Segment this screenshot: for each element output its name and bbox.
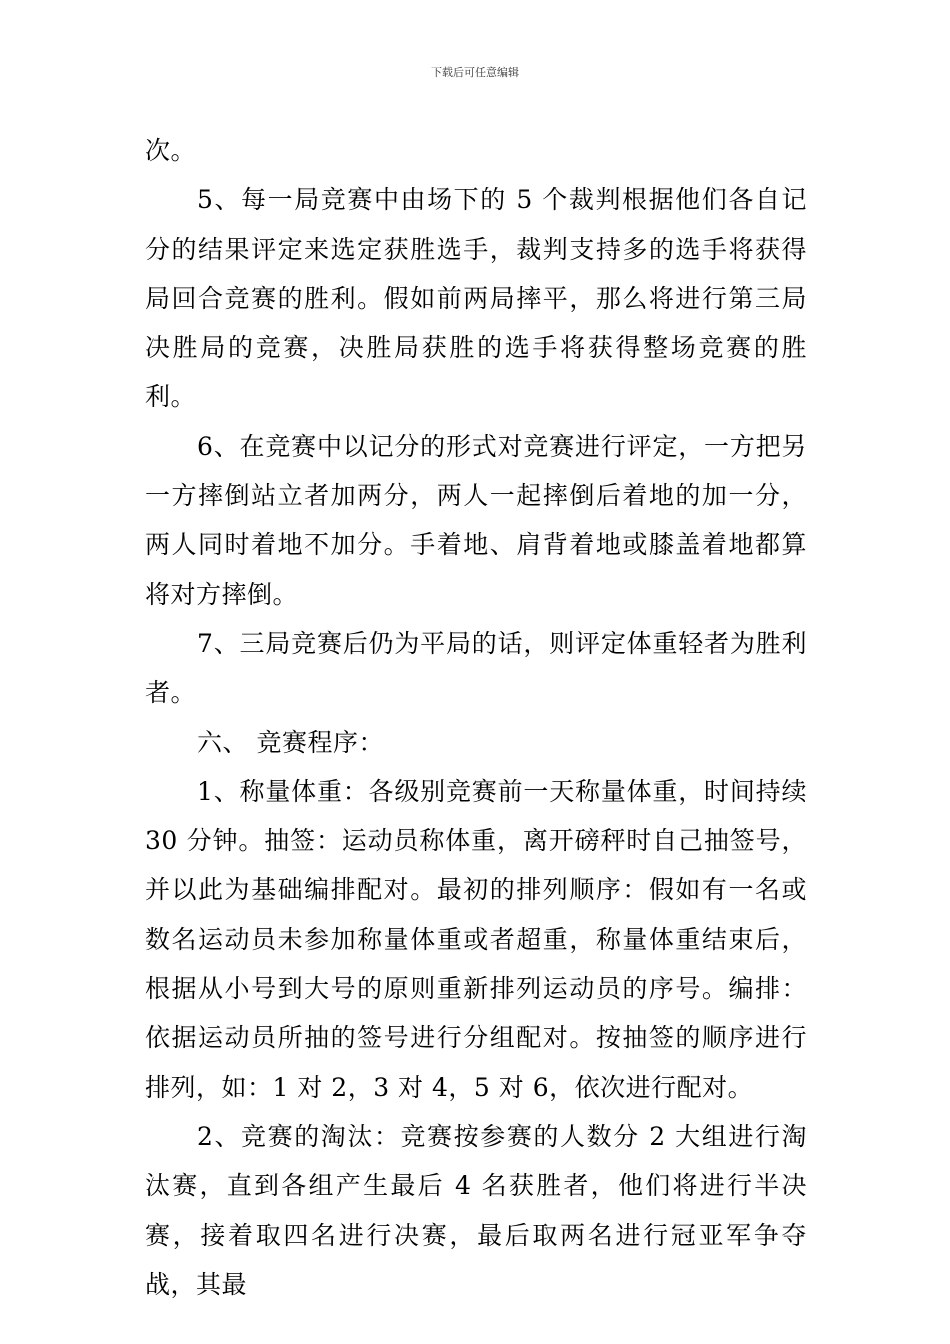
paragraph-continuation: 次。 <box>145 136 197 165</box>
page-header: 下载后可任意编辑 <box>431 66 519 79</box>
document-body <box>145 126 807 1309</box>
paragraph-procedure-2: 2、竞赛的淘汰：竞赛按参赛的人数分 2 大组进行淘汰赛，直到各组产生最后 4 名获胜者，他们将进行半决赛，接着取四名进行决赛，最后取两名进行冠亚军争夺战，其最 <box>145 1121 807 1299</box>
paragraph-rule-7: 7、三局竞赛后仍为平局的话，则评定体重轻者为胜利者。 <box>145 628 807 708</box>
paragraph-rule-6: 6、在竞赛中以记分的形式对竞赛进行评定，一方把另一方摔倒站立者加两分，两人一起摔倒后着地的加一分，两人同时着地不加分。手着地、肩背着地或膝盖着地都算将对方摔倒。 <box>145 431 807 609</box>
paragraph-procedure-1: 1、称量体重：各级别竞赛前一天称量体重，时间持续30 分钟。抽签：运动员称体重，离开磅秤时自己抽签号，并以此为基础编排配对。最初的排列顺序：假如有一名或数名运动员未参加称量体重或者超重，称量体重结束后，根据从小号到大号的原则重新排列运动员的序号。编排：依据运动员所抽的签号进行分组配对。按抽签的顺序进行排列，如：1 对 2，3 对 4，5 对 6，依次进行配对。 <box>145 776 807 1102</box>
section-heading-competition-procedure: 六、 竞赛程序： <box>197 727 384 757</box>
paragraph-rule-5: 5、每一局竞赛中由场下的 5 个裁判根据他们各自记分的结果评定来选定获胜选手，裁判支持多的选手将获得局回合竞赛的胜利。假如前两局摔平，那么将进行第三局决胜局的竞赛，决胜局获胜的选手将获得整场竞赛的胜利。 <box>145 185 807 412</box>
